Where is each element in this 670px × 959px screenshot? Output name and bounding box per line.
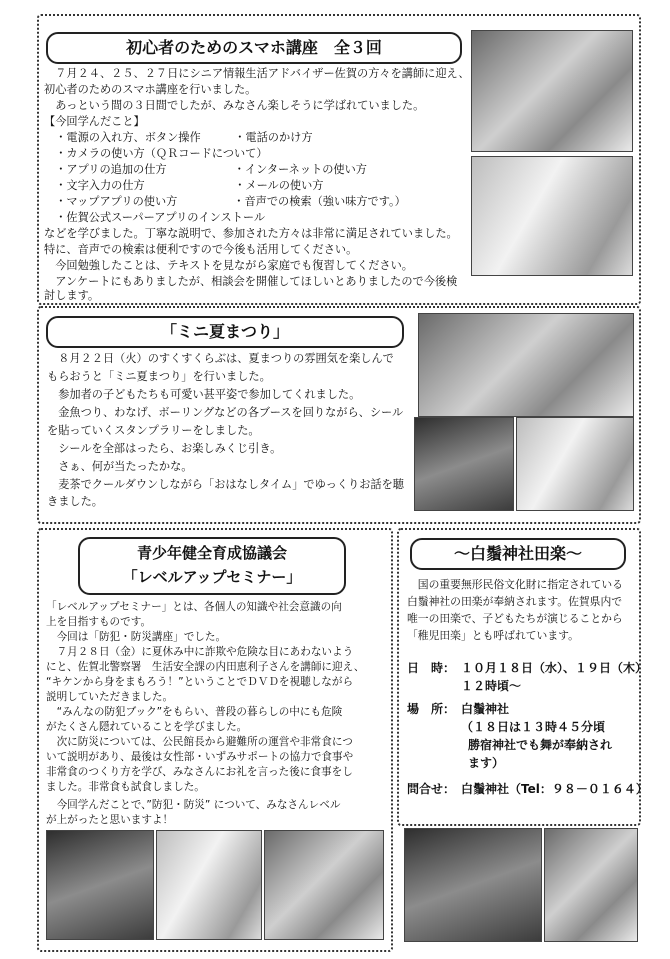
shrine-contact-label: 問合せ： (407, 782, 456, 796)
summer-line: 金魚つり、わなげ、ボーリングなどの各ブースを回りながら、シール (47, 406, 404, 419)
shrine-intro-line: 唯一の田楽で、子どもたちが演じることから (407, 612, 623, 625)
shrine-photo-2 (544, 828, 638, 942)
summer-title: 「ミニ夏まつり」 (46, 316, 404, 348)
smartphone-line: ・電源の入れ方、ボタン操作 ・電話のかけ方 (44, 131, 313, 144)
smartphone-line: 初心者のためのスマホ講座を行いました。 (44, 83, 257, 96)
youth-line: がたくさん隠れていることを学びました。 (46, 721, 248, 733)
youth-line: 今回学んだことで、”防犯・防災” について、みなさんレベル (46, 799, 341, 811)
smartphone-line: ・佐賀公式スーパーアプリのインストール (44, 211, 266, 224)
summer-line: シールを全部はったら、お楽しみくじ引き。 (47, 442, 282, 455)
youth-line: 次に防災については、公民館長から避難所の運営や非常食につ (46, 736, 353, 748)
shrine-intro-line: 白鬚神社の田楽が奉納されます。佐賀県内で (407, 595, 623, 608)
youth-line: いて説明があり、最後は女性部・いずみサポートの協力で食事や (46, 751, 354, 763)
youth-line: が上がったと思いますよ！ (46, 814, 174, 826)
shrine-photo-1 (404, 828, 542, 942)
smartphone-line: 特に、音声での検索は便利ですので今後も活用してください。 (44, 243, 358, 256)
shrine-title: ～白鬚神社田楽～ (410, 538, 626, 570)
youth-photo-1 (46, 830, 154, 940)
youth-line: ７月２８日（金）に夏休み中に詐欺や危険な目にあわないよう (46, 646, 354, 658)
youth-line: 説明していただきました。 (46, 691, 174, 703)
youth-photo-3 (264, 830, 384, 940)
youth-line: “みんなの防犯ブック”をもらい、普段の暮らしの中にも危険 (46, 706, 343, 718)
youth-photo-2 (156, 830, 262, 940)
smartphone-line: ７月２４、２５、２７日にシニア情報生活アドバイザー佐賀の方々を講師に迎え、 (44, 67, 470, 80)
summer-line: 参加者の子どもたちも可愛い甚平姿で参加してくれました。 (47, 388, 361, 401)
youth-line: にと、佐賀北警察署 生活安全課の内田恵利子さんを講師に迎え、 (46, 661, 365, 673)
youth-line: 非常食のつくり方を学び、みなさんにお礼を言った後に食事をし (46, 766, 353, 778)
summer-photo-3 (516, 417, 634, 511)
youth-line: 上を目指すものです。 (46, 616, 152, 628)
smartphone-line: ・カメラの使い方（ＱＲコードについて） (44, 147, 268, 160)
smartphone-line: 討します。 (44, 289, 100, 302)
summer-line: さぁ、何が当たったかな。 (47, 460, 193, 473)
summer-photo-2 (414, 417, 514, 511)
shrine-intro-line: 国の重要無形民俗文化財に指定されている (407, 578, 623, 591)
shrine-contact-value: 白鬚神社（Tel：９８－０１６４） (461, 782, 648, 796)
youth-line: 今回は「防犯・防災講座」でした。 (46, 631, 227, 643)
shrine-place-label: 場 所： (407, 702, 456, 716)
smartphone-title: 初心者のためのスマホ講座 全３回 (46, 32, 462, 64)
shrine-intro-line: 「稚児田楽」とも呼ばれています。 (407, 629, 579, 642)
summer-photo-1 (418, 313, 634, 417)
smartphone-photo-2 (471, 156, 633, 276)
youth-title-1: 青少年健全育成協議会 (136, 544, 287, 562)
shrine-date-value: １０月１８日（水）、１９日（木） (461, 661, 648, 675)
shrine-place-note: 勝宿神社でも舞が奉納され (468, 738, 613, 752)
shrine-place-note: ます） (468, 756, 505, 770)
smartphone-line: ・マップアプリの使い方 ・音声での検索（強い味方です。） (44, 195, 406, 208)
youth-title-box (78, 537, 346, 595)
youth-line: “キケンから身をまもろう！”ということでＤＶＤを視聴しながら (46, 676, 354, 688)
smartphone-photo-1 (471, 30, 633, 152)
shrine-place-value: 白鬚神社 (461, 702, 510, 716)
shrine-place-note: （１８日は１３時４５分頃 (461, 720, 606, 734)
youth-line: ました。非常食も試食しました。 (46, 781, 205, 793)
smartphone-line: ・文字入力の仕方 ・メールの使い方 (44, 179, 324, 192)
shrine-date-label: 日 時： (407, 661, 456, 675)
youth-title-2: 「レベルアップセミナー」 (122, 568, 302, 586)
smartphone-line: アンケートにもありましたが、相談会を開催してほしいとありましたので今後検 (44, 275, 458, 288)
youth-line: 「レベルアップセミナー」とは、各個人の知識や社会意識の向 (46, 601, 342, 613)
smartphone-line: 今回勉強したことは、テキストを見ながら家庭でも復習してください。 (44, 259, 413, 272)
smartphone-line: あっという間の３日間でしたが、みなさん楽しそうに学ばれていました。 (44, 99, 425, 112)
smartphone-line: 【今回学んだこと】 (44, 115, 145, 128)
summer-line: 麦茶でクールダウンしながら「おはなしタイム」でゆっくりお話を聴 (47, 478, 404, 491)
smartphone-line: などを学びました。丁寧な説明で、参加された方々は非常に満足されていました。 (44, 227, 458, 240)
summer-line: もらおうと「ミニ夏まつり」を行いました。 (47, 370, 271, 383)
summer-line: を貼っていくスタンプラリーをしました。 (47, 424, 260, 437)
smartphone-line: ・アプリの追加の仕方 ・インターネットの使い方 (44, 163, 367, 176)
shrine-time-value: １２時頃～ (461, 679, 522, 693)
summer-line: ８月２２日（火）のすくすくらぶは、夏まつりの雰囲気を楽しんで (47, 352, 394, 365)
summer-line: きました。 (47, 495, 103, 508)
